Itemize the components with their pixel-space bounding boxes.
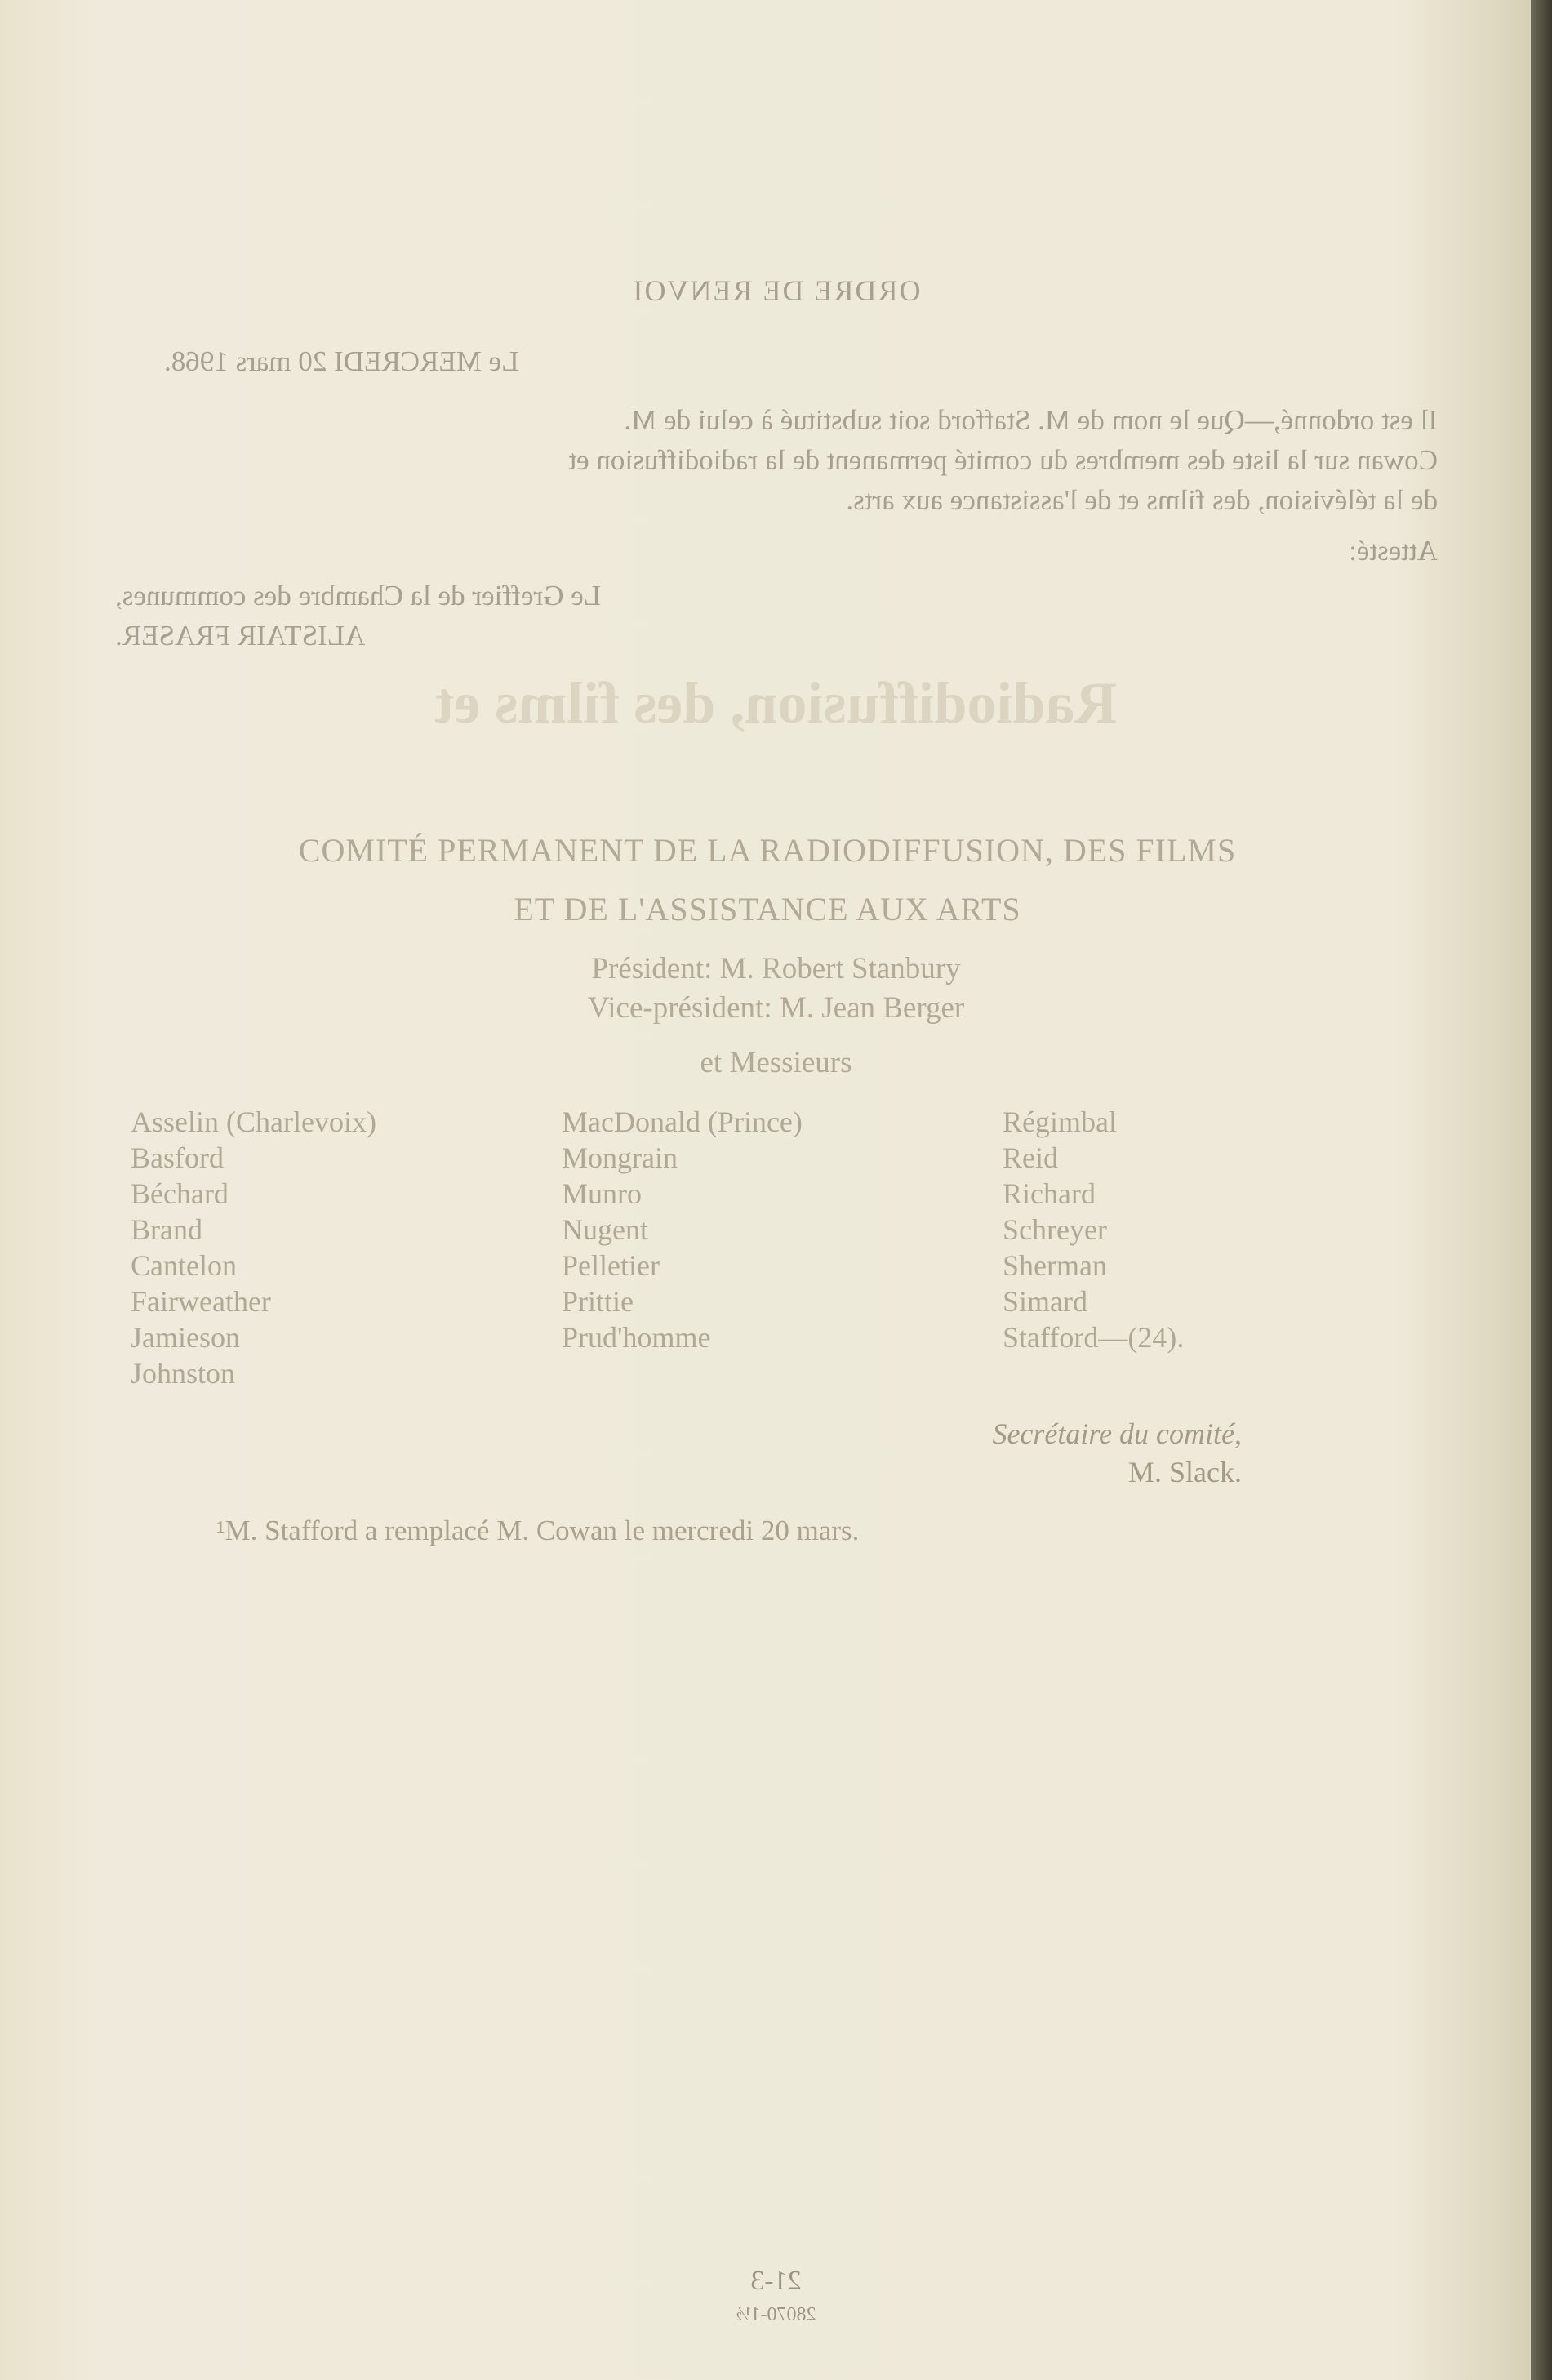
member-name: Richard [1003, 1177, 1096, 1210]
bleed-clerk-title: Le Greffier de la Chambre des communes, [115, 580, 602, 612]
member-name: Mongrain [562, 1141, 678, 1174]
page-edge-shadow [1531, 0, 1552, 2380]
members-column-3 [1003, 1104, 1184, 1355]
members-column-1 [131, 1104, 376, 1391]
bleed-through-text [0, 0, 1552, 735]
member-name: Asselin (Charlevoix) [131, 1105, 376, 1138]
member-name: Nugent [562, 1213, 648, 1246]
member-name: Brand [131, 1213, 202, 1246]
secretary-block [992, 1415, 1242, 1492]
member-name: MacDonald (Prince) [562, 1105, 803, 1138]
replacement-note: ¹M. Stafford a remplacé M. Cowan le mercredi 20 mars. [216, 1515, 860, 1546]
member-name: Cantelon [131, 1249, 237, 1282]
member-name: Pelletier [562, 1249, 660, 1282]
member-name: Reid [1003, 1141, 1058, 1174]
secretary-name: M. Slack. [1128, 1456, 1242, 1488]
bleed-clerk-name: ALISTAIR FRASER. [115, 620, 366, 652]
member-name: Munro [562, 1177, 642, 1210]
member-name: Prittie [562, 1285, 634, 1318]
bleed-order-line-3: de la télévision, des films et de l'assistance aux arts. [846, 484, 1438, 516]
bleed-order-line-1: Il est ordonné,—Que le nom de M. Stafford soit substitué à celui de M. [624, 404, 1438, 436]
member-name: Fairweather [131, 1285, 271, 1318]
member-name: Stafford—(24). [1003, 1321, 1185, 1354]
bleed-page-number: 21-3 [750, 2266, 802, 2296]
secretary-label: Secrétaire du comité, [992, 1417, 1242, 1450]
committee-title-line-2: ET DE L'ASSISTANCE AUX ARTS [514, 891, 1021, 928]
committee-vice-president: Vice-président: M. Jean Berger [587, 991, 965, 1025]
bleed-heading: ORDRE DE RENVOI [631, 274, 921, 307]
faint-bleed-title: Radiodiffusion, des films et [434, 670, 1118, 736]
bleed-date: Le MERCREDI 20 mars 1968. [164, 345, 519, 377]
members-column-2 [562, 1104, 803, 1355]
member-name: Sherman [1003, 1249, 1107, 1282]
bleed-order-line-2: Cowan sur la liste des membres du comité permanent de la radiodiffusion et [568, 444, 1438, 476]
bleed-attest: Attesté: [1349, 535, 1438, 567]
member-name: Béchard [131, 1177, 229, 1210]
member-name: Basford [131, 1141, 224, 1174]
member-name: Régimbal [1003, 1105, 1117, 1138]
committee-president: Président: M. Robert Stanbury [591, 952, 961, 985]
member-name: Simard [1003, 1285, 1087, 1318]
and-members-label: et Messieurs [700, 1046, 852, 1079]
committee-title: COMITÉ PERMANENT DE LA RADIODIFFUSION, DES FILMS [298, 832, 1237, 869]
bleed-print-code: 28070-1½ [736, 2304, 816, 2325]
member-name: Prud'homme [562, 1321, 711, 1354]
member-name: Schreyer [1003, 1213, 1107, 1246]
member-name: Jamieson [131, 1321, 240, 1354]
member-name: Johnston [131, 1357, 236, 1390]
